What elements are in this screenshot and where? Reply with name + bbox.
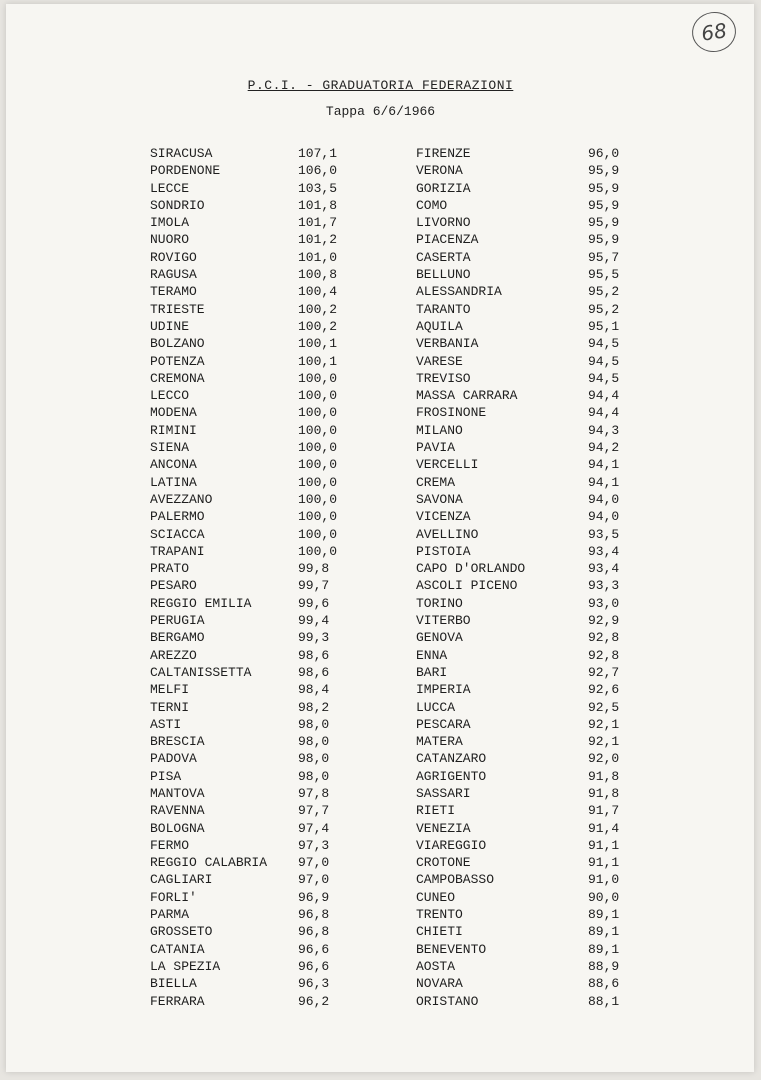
federation-score: 97,0 bbox=[298, 872, 330, 888]
federation-score: 100,4 bbox=[298, 284, 338, 300]
federation-name: CATANZARO bbox=[416, 751, 487, 767]
federation-name: CAMPOBASSO bbox=[416, 872, 495, 888]
federation-name: BERGAMO bbox=[150, 630, 205, 646]
federation-score: 92,9 bbox=[588, 613, 620, 629]
federation-name: CREMA bbox=[416, 474, 456, 490]
federation-score: 93,5 bbox=[588, 526, 620, 542]
federation-name: MILANO bbox=[416, 422, 463, 438]
federation-name: COMO bbox=[416, 197, 448, 213]
federation-score: 94,0 bbox=[588, 491, 620, 507]
federation-name: CUNEO bbox=[416, 889, 456, 905]
federation-score: 89,1 bbox=[588, 924, 620, 940]
federation-score: 106,0 bbox=[298, 163, 338, 179]
federation-score: 97,7 bbox=[298, 803, 330, 819]
federation-score: 91,1 bbox=[588, 837, 620, 853]
federation-score: 98,0 bbox=[298, 768, 330, 784]
federation-score: 88,9 bbox=[588, 958, 620, 974]
federation-score: 95,2 bbox=[588, 301, 620, 317]
federation-name: VIAREGGIO bbox=[416, 837, 487, 853]
federation-name: RAGUSA bbox=[150, 267, 197, 283]
federation-score: 89,1 bbox=[588, 907, 620, 923]
federation-name: AOSTA bbox=[416, 958, 456, 974]
federation-name: ASCOLI PICENO bbox=[416, 578, 518, 594]
federation-name: RIMINI bbox=[150, 422, 197, 438]
federation-score: 91,8 bbox=[588, 768, 620, 784]
federation-name: BIELLA bbox=[150, 976, 197, 992]
federation-score: 89,1 bbox=[588, 941, 620, 957]
federation-name: VITERBO bbox=[416, 613, 471, 629]
federation-score: 93,4 bbox=[588, 561, 620, 577]
federation-name: PALERMO bbox=[150, 509, 205, 525]
federation-score: 92,5 bbox=[588, 699, 620, 715]
federation-score: 100,0 bbox=[298, 370, 338, 386]
federation-name: FROSINONE bbox=[416, 405, 487, 421]
federation-name: LA SPEZIA bbox=[150, 958, 221, 974]
federation-score: 97,8 bbox=[298, 785, 330, 801]
federation-score: 92,8 bbox=[588, 647, 620, 663]
federation-name: SIENA bbox=[150, 440, 190, 456]
federation-score: 97,0 bbox=[298, 855, 330, 871]
federation-score: 100,0 bbox=[298, 543, 338, 559]
federation-score: 94,3 bbox=[588, 422, 620, 438]
federation-name: AVELLINO bbox=[416, 526, 479, 542]
federation-name: PESARO bbox=[150, 578, 197, 594]
federation-score: 95,2 bbox=[588, 284, 620, 300]
federation-score: 94,5 bbox=[588, 370, 620, 386]
federation-name: FORLI' bbox=[150, 889, 197, 905]
federation-name: PARMA bbox=[150, 907, 190, 923]
federation-name: VICENZA bbox=[416, 509, 471, 525]
federation-score: 96,0 bbox=[588, 146, 620, 161]
federation-name: CAPO D'ORLANDO bbox=[416, 561, 526, 577]
federation-name: CASERTA bbox=[416, 249, 471, 265]
federation-score: 100,0 bbox=[298, 440, 338, 456]
federation-name: PRATO bbox=[150, 561, 190, 577]
federation-score: 94,5 bbox=[588, 353, 620, 369]
federation-name: ASTI bbox=[150, 716, 182, 732]
federation-score: 98,2 bbox=[298, 699, 330, 715]
federation-score: 99,7 bbox=[298, 578, 330, 594]
federation-score: 92,8 bbox=[588, 630, 620, 646]
federation-name: CALTANISSETTA bbox=[150, 664, 252, 680]
federation-name: ALESSANDRIA bbox=[416, 284, 502, 300]
federation-name: AREZZO bbox=[150, 647, 197, 663]
federation-score: 90,0 bbox=[588, 889, 620, 905]
federation-score: 101,0 bbox=[298, 249, 338, 265]
federation-name: SIRACUSA bbox=[150, 146, 213, 161]
federation-name: REGGIO EMILIA bbox=[150, 595, 252, 611]
federation-score: 100,0 bbox=[298, 388, 338, 404]
federation-score: 88,6 bbox=[588, 976, 620, 992]
document-title-text: P.C.I. - GRADUATORIA FEDERAZIONI bbox=[247, 78, 514, 93]
federation-name: NUORO bbox=[150, 232, 190, 248]
federation-score: 92,1 bbox=[588, 734, 620, 750]
federation-score: 100,0 bbox=[298, 509, 338, 525]
federation-score: 95,1 bbox=[588, 318, 620, 334]
federation-name: SAVONA bbox=[416, 491, 463, 507]
document-title bbox=[0, 78, 761, 93]
federation-score: 98,0 bbox=[298, 716, 330, 732]
federation-score: 101,8 bbox=[298, 197, 338, 213]
federation-name: NOVARA bbox=[416, 976, 463, 992]
federation-name: IMOLA bbox=[150, 215, 190, 231]
federation-score: 93,0 bbox=[588, 595, 620, 611]
federation-name: MATERA bbox=[416, 734, 463, 750]
federation-score: 100,0 bbox=[298, 457, 338, 473]
federation-name: BRESCIA bbox=[150, 734, 205, 750]
federation-name: FIRENZE bbox=[416, 146, 471, 161]
federation-score: 94,4 bbox=[588, 405, 620, 421]
federation-score: 94,2 bbox=[588, 440, 620, 456]
federation-score: 94,4 bbox=[588, 388, 620, 404]
federation-score: 100,8 bbox=[298, 267, 338, 283]
federation-name: PISTOIA bbox=[416, 543, 471, 559]
federation-name: TREVISO bbox=[416, 370, 471, 386]
federation-name: TRIESTE bbox=[150, 301, 205, 317]
federation-name: CROTONE bbox=[416, 855, 471, 871]
federation-score: 88,1 bbox=[588, 993, 620, 1009]
federation-score: 98,6 bbox=[298, 664, 330, 680]
federation-name: MODENA bbox=[150, 405, 197, 421]
federation-score: 100,1 bbox=[298, 336, 338, 352]
federation-name: CREMONA bbox=[150, 370, 205, 386]
federation-name: PISA bbox=[150, 768, 182, 784]
federation-score: 92,0 bbox=[588, 751, 620, 767]
federation-name: LECCO bbox=[150, 388, 190, 404]
federation-name: BOLZANO bbox=[150, 336, 205, 352]
federation-name: PADOVA bbox=[150, 751, 197, 767]
federation-name: TRENTO bbox=[416, 907, 463, 923]
federation-score: 93,3 bbox=[588, 578, 620, 594]
federation-score: 100,0 bbox=[298, 491, 338, 507]
federation-name: PESCARA bbox=[416, 716, 471, 732]
federation-name: LUCCA bbox=[416, 699, 456, 715]
document-subtitle: Tappa 6/6/1966 bbox=[325, 104, 436, 119]
federation-score: 100,0 bbox=[298, 405, 338, 421]
federation-name: BARI bbox=[416, 664, 448, 680]
federation-name: MANTOVA bbox=[150, 785, 205, 801]
federation-name: BOLOGNA bbox=[150, 820, 205, 836]
federation-score: 95,9 bbox=[588, 232, 620, 248]
federation-name: RAVENNA bbox=[150, 803, 205, 819]
federation-name: TERNI bbox=[150, 699, 190, 715]
federation-score: 96,6 bbox=[298, 958, 330, 974]
federation-score: 96,3 bbox=[298, 976, 330, 992]
federation-score: 95,9 bbox=[588, 180, 620, 196]
federation-name: FERMO bbox=[150, 837, 190, 853]
federation-score: 99,3 bbox=[298, 630, 330, 646]
federation-name: AVEZZANO bbox=[150, 491, 213, 507]
federation-score: 99,4 bbox=[298, 613, 330, 629]
federation-score: 99,8 bbox=[298, 561, 330, 577]
federation-score: 94,1 bbox=[588, 474, 620, 490]
page-number-circled: 68 bbox=[689, 9, 738, 55]
federation-score: 91,7 bbox=[588, 803, 620, 819]
federation-name: LATINA bbox=[150, 474, 197, 490]
federation-score: 92,1 bbox=[588, 716, 620, 732]
federation-score: 95,9 bbox=[588, 197, 620, 213]
federation-name: POTENZA bbox=[150, 353, 205, 369]
federation-score: 96,8 bbox=[298, 907, 330, 923]
federation-score: 107,1 bbox=[298, 146, 338, 161]
document-page bbox=[6, 4, 754, 1072]
federation-name: SONDRIO bbox=[150, 197, 205, 213]
federation-score: 96,9 bbox=[298, 889, 330, 905]
federation-name: TARANTO bbox=[416, 301, 471, 317]
federation-name: LIVORNO bbox=[416, 215, 471, 231]
federation-name: SASSARI bbox=[416, 785, 471, 801]
federation-score: 95,9 bbox=[588, 215, 620, 231]
federation-name: VERONA bbox=[416, 163, 463, 179]
federation-name: VERCELLI bbox=[416, 457, 479, 473]
federation-name: AGRIGENTO bbox=[416, 768, 487, 784]
federation-score: 100,2 bbox=[298, 301, 338, 317]
federation-score: 95,5 bbox=[588, 267, 620, 283]
federation-score: 101,2 bbox=[298, 232, 338, 248]
federation-score: 94,1 bbox=[588, 457, 620, 473]
federation-name: PAVIA bbox=[416, 440, 456, 456]
federation-name: TRAPANI bbox=[150, 543, 205, 559]
federation-name: FERRARA bbox=[150, 993, 205, 1009]
federation-score: 100,0 bbox=[298, 474, 338, 490]
federation-name: CATANIA bbox=[150, 941, 205, 957]
federation-score: 94,0 bbox=[588, 509, 620, 525]
federation-name: REGGIO CALABRIA bbox=[150, 855, 268, 871]
federation-name: CHIETI bbox=[416, 924, 463, 940]
federation-score: 98,0 bbox=[298, 751, 330, 767]
federation-name: ROVIGO bbox=[150, 249, 197, 265]
federation-name: AQUILA bbox=[416, 318, 463, 334]
federation-score: 100,1 bbox=[298, 353, 338, 369]
federation-name: IMPERIA bbox=[416, 682, 471, 698]
federation-name: GORIZIA bbox=[416, 180, 471, 196]
federation-score: 95,9 bbox=[588, 163, 620, 179]
federation-score: 95,7 bbox=[588, 249, 620, 265]
federation-name: UDINE bbox=[150, 318, 190, 334]
federation-name: MELFI bbox=[150, 682, 190, 698]
federation-score: 97,3 bbox=[298, 837, 330, 853]
federation-name: TERAMO bbox=[150, 284, 197, 300]
federation-name: CAGLIARI bbox=[150, 872, 213, 888]
federation-score: 97,4 bbox=[298, 820, 330, 836]
federation-score: 94,5 bbox=[588, 336, 620, 352]
federation-name: VERBANIA bbox=[416, 336, 479, 352]
federation-score: 98,6 bbox=[298, 647, 330, 663]
federation-name: BELLUNO bbox=[416, 267, 471, 283]
federation-score: 91,8 bbox=[588, 785, 620, 801]
federation-score: 98,4 bbox=[298, 682, 330, 698]
federation-score: 100,0 bbox=[298, 422, 338, 438]
federation-name: TORINO bbox=[416, 595, 463, 611]
federation-score: 93,4 bbox=[588, 543, 620, 559]
federation-name: GROSSETO bbox=[150, 924, 213, 940]
federation-score: 99,6 bbox=[298, 595, 330, 611]
federation-score: 92,6 bbox=[588, 682, 620, 698]
federation-name: RIETI bbox=[416, 803, 456, 819]
federation-name: VENEZIA bbox=[416, 820, 471, 836]
federation-name: VARESE bbox=[416, 353, 463, 369]
federation-name: PORDENONE bbox=[150, 163, 221, 179]
federation-score: 96,6 bbox=[298, 941, 330, 957]
federation-name: ANCONA bbox=[150, 457, 197, 473]
federation-score: 96,8 bbox=[298, 924, 330, 940]
federation-score: 91,4 bbox=[588, 820, 620, 836]
federation-name: LECCE bbox=[150, 180, 190, 196]
federation-name: ENNA bbox=[416, 647, 448, 663]
federation-name: PIACENZA bbox=[416, 232, 479, 248]
federation-name: ORISTANO bbox=[416, 993, 479, 1009]
federation-score: 92,7 bbox=[588, 664, 620, 680]
federation-score: 96,2 bbox=[298, 993, 330, 1009]
federation-name: SCIACCA bbox=[150, 526, 205, 542]
federation-name: GENOVA bbox=[416, 630, 463, 646]
federation-score: 100,2 bbox=[298, 318, 338, 334]
federation-name: PERUGIA bbox=[150, 613, 205, 629]
federation-score: 100,0 bbox=[298, 526, 338, 542]
federation-score: 91,1 bbox=[588, 855, 620, 871]
federation-score: 98,0 bbox=[298, 734, 330, 750]
federation-name: MASSA CARRARA bbox=[416, 388, 518, 404]
federation-score: 101,7 bbox=[298, 215, 338, 231]
federation-score: 103,5 bbox=[298, 180, 338, 196]
federation-score: 91,0 bbox=[588, 872, 620, 888]
federation-name: BENEVENTO bbox=[416, 941, 487, 957]
